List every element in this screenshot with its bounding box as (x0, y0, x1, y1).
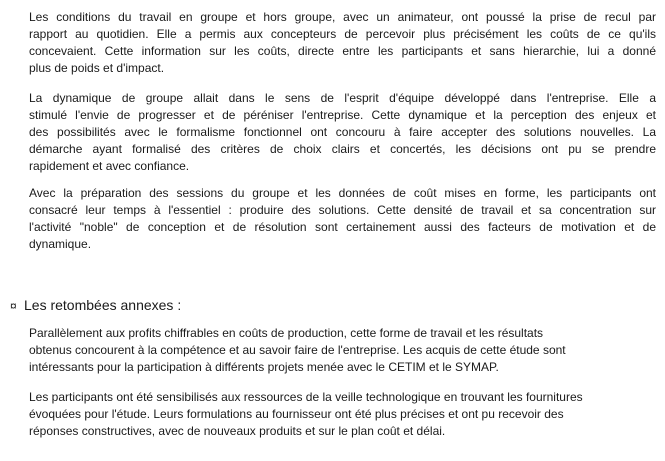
text-line: rapidement et avec confiance. (29, 159, 190, 173)
text-line: plus de poids et d'impact. (29, 61, 165, 75)
text-line: Parallèlement aux profits chiffrables en coûts de production, cette forme de travail et les résultats (29, 326, 544, 340)
text-line: dynamique. (29, 237, 92, 251)
text-line: l'activité "noble" de conception et de résolution sont certainement aussi des facteurs de motivation et de (29, 220, 656, 234)
section-heading-text: Les retombées annexes : (24, 297, 182, 313)
text-line: consacré leur temps à l'essentiel : produire des solutions. Cette densité de travail et sa concentration sur (29, 203, 656, 217)
text-line: évoquées pour l'étude. Leurs formulations au fournisseur ont été plus précises et ont pu recevoir des (29, 407, 564, 421)
bullet-icon: ¤ (10, 299, 17, 313)
text-line: démarche ayant formalisé des critères de choix clairs et concertés, les décisions ont pu se prendre (29, 142, 656, 156)
text-line: des possibilités avec le formalisme fonctionnel ont concouru à faire accepter des solutions nouvelles. La (29, 125, 656, 139)
text-line: stimulé l'envie de progresser et de péréniser l'entreprise. Cette dynamique et la perception des enjeux et (29, 108, 656, 122)
paragraph-group-dynamics (29, 90, 656, 175)
paragraph-working-conditions (29, 9, 656, 77)
text-line: concevaient. Cette information sur les coûts, directe entre les participants et sans hierarchie, lui a donné (29, 44, 656, 58)
text-line: Les participants ont été sensibilisés aux ressources de la veille technologique en trouvant les fournitures (29, 390, 583, 404)
paragraph-session-preparation (29, 185, 656, 253)
text-line: rapport au quotidien. Elle a permis aux concepteurs de percevoir plus précisément les coûts de ce qu'ils (29, 27, 656, 41)
text-line: intéressants pour la participation à différents projets menée avec le CETIM et le SYMAP. (29, 360, 499, 374)
paragraph-side-benefits (29, 325, 649, 376)
text-line: La dynamique de groupe allait dans le sens de l'esprit d'équipe développé dans l'entreprise. Elle a (29, 91, 656, 105)
text-line: obtenus concourent à la compétence et au savoir faire de l'entreprise. Les acquis de cette étude sont (29, 343, 566, 357)
text-line: Les conditions du travail en groupe et hors groupe, avec un animateur, ont poussé la prise de recul par (29, 10, 656, 24)
paragraph-technology-watch (29, 389, 649, 440)
text-line: réponses constructives, avec de nouveaux produits et sur le plan coût et délai. (29, 424, 446, 438)
text-line: Avec la préparation des sessions du groupe et les données de coût mises en forme, les participants ont (29, 186, 656, 200)
section-heading (10, 296, 181, 315)
